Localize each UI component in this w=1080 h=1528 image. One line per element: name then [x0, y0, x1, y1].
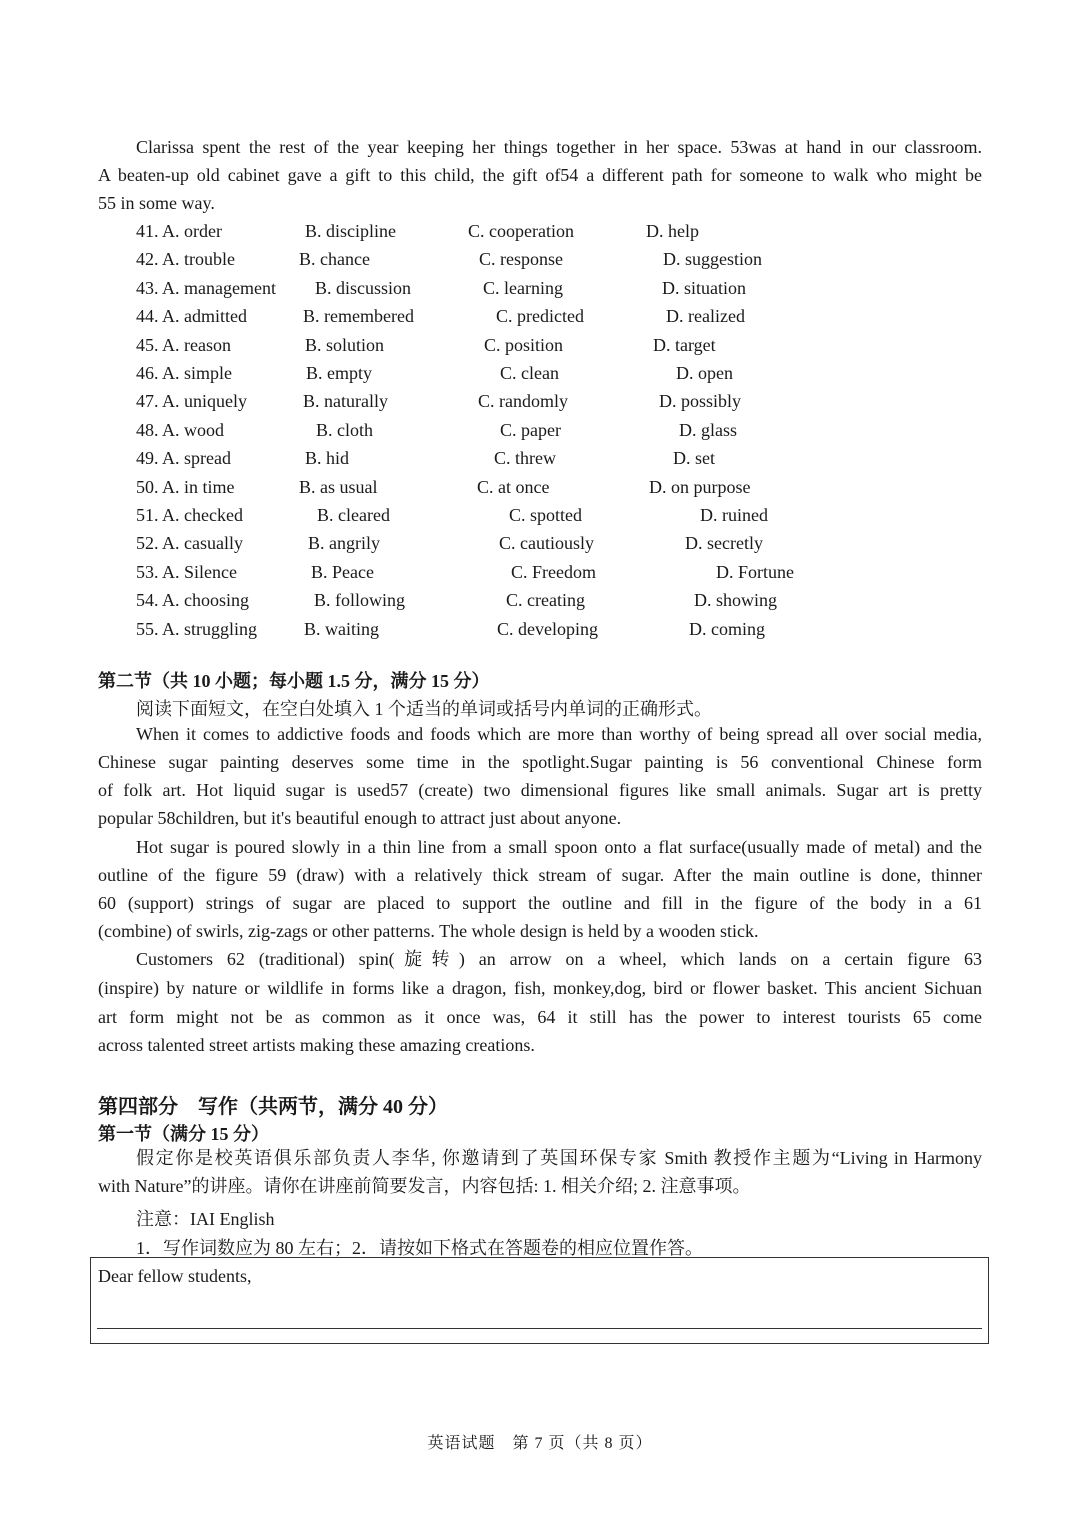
passage2-line: Customers 62 (traditional) spin(旋转) an arrow on a wheel, which lands on a certain figure 63 [136, 949, 982, 969]
option-b: B. as usual [299, 476, 378, 497]
option-a: 42. A. trouble [136, 249, 235, 270]
option-b: B. hid [305, 448, 350, 469]
option-c: C. position [484, 334, 564, 355]
option-c: C. developing [497, 618, 598, 639]
passage2-line: Chinese sugar painting deserves some time in the spotlight.Sugar painting is 56 conventional Chinese form [98, 752, 982, 772]
option-c: C. paper [500, 419, 561, 440]
option-d: D. secretly [685, 533, 763, 554]
writing-line [97, 1328, 982, 1329]
option-c: C. predicted [496, 306, 584, 327]
task-line: with Nature”的讲座。请你在讲座前简要发言，内容包括: 1. 相关介绍; 2. 注意事项。 [98, 1176, 751, 1196]
option-c: C. clean [500, 363, 559, 383]
passage-line: 55 in some way. [98, 193, 215, 213]
option-a: 48. A. wood [136, 419, 225, 440]
option-d: D. glass [679, 419, 737, 440]
option-a: 51. A. checked [136, 505, 243, 525]
option-c: C. learning [483, 277, 563, 298]
option-c: C. cautiously [499, 533, 594, 554]
option-b: B. discussion [315, 277, 412, 298]
passage-line: A beaten-up old cabinet gave a gift to this child, the gift of54 a different path for someone to walk who might be [98, 165, 982, 185]
option-b: B. waiting [304, 618, 379, 639]
option-d: D. target [653, 334, 716, 355]
passage2-line: art form might not be as common as it once was, 64 it still has the power to interest tourists 65 come [98, 1007, 982, 1027]
passage2-line: Hot sugar is poured slowly in a thin line from a small spoon onto a flat surface(usually made of metal) and the [136, 837, 982, 857]
option-a: 43. A. management [136, 277, 276, 298]
option-b: B. naturally [303, 391, 388, 412]
page-footer: 英语试题 第 7 页（共 8 页） [427, 1435, 653, 1452]
part4-subheading: 第一节（满分 15 分） [98, 1124, 269, 1144]
option-c: C. response [479, 249, 563, 270]
section2-heading: 第二节（共 10 小题；每小题 1.5 分，满分 15 分） [98, 671, 490, 691]
section2-instruction: 阅读下面短文，在空白处填入 1 个适当的单词或括号内单词的正确形式。 [136, 699, 712, 719]
option-b: B. cloth [316, 419, 373, 440]
option-a: 52. A. casually [136, 533, 243, 554]
option-d: D. set [673, 448, 715, 469]
option-b: B. solution [305, 334, 385, 355]
passage2-line: outline of the figure 59 (draw) with a relatively thick stream of sugar. After the main outline is done, thinner [98, 865, 982, 885]
option-c: C. threw [494, 448, 556, 469]
option-b: B. remembered [303, 306, 414, 327]
passage2-line: popular 58children, but it's beautiful enough to attract just about anyone. [98, 808, 622, 828]
requirement-line: 1．写作词数应为 80 左右；2．请按如下格式在答题卷的相应位置作答。 [136, 1238, 703, 1258]
option-d: D. on purpose [649, 476, 751, 497]
option-b: B. empty [306, 363, 372, 383]
option-c: C. Freedom [511, 561, 596, 582]
option-d: D. ruined [700, 505, 768, 525]
option-a: 46. A. simple [136, 363, 233, 383]
option-d: D. Fortune [716, 561, 794, 582]
passage2-line: 60 (support) strings of sugar are placed to support the outline and fill in the figure of the body in a 61 [98, 893, 982, 913]
option-a: 47. A. uniquely [136, 391, 247, 412]
task-line: 假定你是校英语俱乐部负责人李华, 你邀请到了英国环保专家 Smith 教授作主题为“Living in Harmony [136, 1148, 982, 1168]
option-c: C. at once [477, 476, 550, 497]
passage-line: Clarissa spent the rest of the year keeping her things together in her space. 53was at hand in our classroom. [136, 137, 982, 157]
passage2-line: When it comes to addictive foods and foods which are more than worthy of being spread all over social media, [136, 724, 982, 744]
option-c: C. cooperation [468, 221, 574, 241]
note-line: 注意：IAI English [136, 1209, 275, 1229]
option-d: D. suggestion [663, 249, 762, 270]
box-greeting: Dear fellow students, [98, 1266, 252, 1286]
option-b: B. cleared [317, 505, 390, 525]
option-d: D. situation [662, 277, 746, 298]
option-b: B. chance [299, 249, 370, 270]
option-c: C. creating [506, 590, 585, 611]
option-b: B. following [314, 590, 406, 611]
passage2-line: (inspire) by nature or wildlife in forms like a dragon, fish, monkey,dog, bird or flower basket. This ancient Sichuan [98, 978, 982, 998]
option-d: D. possibly [659, 391, 742, 412]
option-d: D. realized [666, 306, 745, 327]
passage2-line: (combine) of swirls, zig-zags or other patterns. The whole design is held by a wooden stick. [98, 921, 759, 941]
option-a: 50. A. in time [136, 476, 235, 497]
option-a: 49. A. spread [136, 448, 231, 469]
option-d: D. open [676, 363, 733, 383]
option-a: 54. A. choosing [136, 590, 250, 611]
option-d: D. coming [689, 618, 765, 639]
option-a: 44. A. admitted [136, 306, 247, 327]
option-a: 41. A. order [136, 221, 222, 241]
option-c: C. spotted [509, 505, 583, 525]
option-a: 55. A. struggling [136, 618, 258, 639]
option-b: B. discipline [305, 221, 396, 241]
passage2-line: of folk art. Hot liquid sugar is used57 (create) two dimensional figures like small animals. Sugar art is pretty [98, 780, 982, 800]
passage2-line: across talented street artists making these amazing creations. [98, 1035, 535, 1055]
option-b: B. Peace [311, 561, 374, 582]
answer-box [90, 1257, 989, 1344]
option-b: B. angrily [308, 533, 380, 554]
option-d: D. showing [694, 590, 778, 611]
option-c: C. randomly [478, 391, 568, 412]
option-d: D. help [646, 221, 699, 241]
option-a: 45. A. reason [136, 334, 231, 355]
option-a: 53. A. Silence [136, 561, 237, 582]
part4-heading: 第四部分 写作（共两节，满分 40 分） [98, 1096, 448, 1118]
